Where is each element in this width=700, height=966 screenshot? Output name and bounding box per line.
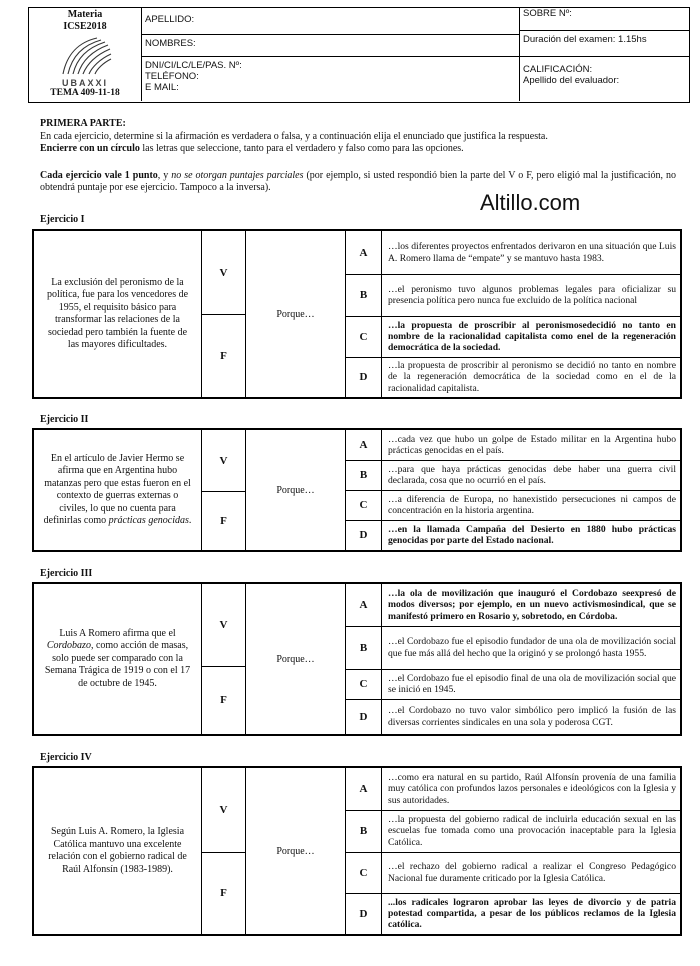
- option-d-text: [382, 520, 680, 550]
- option-d[interactable]: D: [346, 357, 382, 397]
- option-c-text: [382, 852, 680, 893]
- option-d-text: [382, 699, 680, 734]
- option-d-text: [382, 893, 680, 934]
- option-b[interactable]: B: [346, 460, 382, 490]
- option-false[interactable]: F: [202, 314, 246, 397]
- option-c[interactable]: C: [346, 490, 382, 520]
- option-a[interactable]: A: [346, 584, 382, 626]
- statement-text: , como acción de masas, solo puede ser comparado con la Semana Trágica de 1919 o con el 17 de octubre de 1945.: [44, 640, 191, 689]
- exercise-statement: La exclusión del peronismo de la política, fue para los vencedores de 1955, el requisito básico para transformar las relaciones de la sociedad pero también la fuente de las mayores dificultades.: [34, 231, 202, 397]
- porque-label: Porque…: [246, 231, 346, 397]
- option-c-text: [382, 490, 680, 520]
- option-text: …para que haya prácticas genocidas debe haber una guerra civil declarada, cosa que no ocurrió en el país.: [388, 463, 676, 486]
- instructions-p2: [40, 170, 676, 194]
- exercise-table: [32, 229, 682, 399]
- porque-label: Porque…: [246, 430, 346, 550]
- instructions-bold: Encierre con un círculo: [40, 143, 140, 154]
- logo-text: UBAXXI: [61, 78, 109, 88]
- option-text: …el Cordobazo no tuvo valor simbólico pero implicó la fusión de las diversas corrientes sindicales en una sola y poderosa CGT.: [388, 705, 676, 728]
- materia-label: Materia: [67, 9, 103, 20]
- exam-version: TEMA 409-11-18: [50, 88, 120, 98]
- duration-label: Duración del examen: 1.15hs: [523, 34, 647, 45]
- option-true[interactable]: V: [202, 430, 246, 491]
- option-text: …el rechazo del gobierno radical a realizar el Congreso Pedagógico Nacional fue duramente criticado por la Iglesia Católica.: [388, 861, 676, 884]
- exercise-table: [32, 582, 682, 736]
- exercise-statement: [34, 430, 202, 550]
- option-true[interactable]: V: [202, 231, 246, 314]
- porque-label: Porque…: [246, 768, 346, 934]
- option-text: …la propuesta del gobierno radical de incluirla educación sexual en las escuelas fue tomada como una provocación inaceptable para la Iglesia Católica.: [388, 814, 676, 848]
- exercise-title: Ejercicio IV: [40, 752, 92, 763]
- option-c-text: [382, 669, 680, 699]
- option-d-text: [382, 357, 680, 397]
- exercise-table: [32, 766, 682, 936]
- option-c[interactable]: C: [346, 852, 382, 893]
- contact-fields[interactable]: [145, 60, 242, 93]
- instructions-text: , y: [157, 170, 172, 181]
- option-text: …cada vez que hubo un golpe de Estado militar en la Argentina hubo prácticas genocidas en el país.: [388, 433, 676, 456]
- nombres-field[interactable]: NOMBRES:: [145, 38, 196, 49]
- instructions-p1: [40, 131, 676, 155]
- divider: [141, 34, 519, 35]
- exercise-statement: Según Luis A. Romero, la Iglesia Católica mantuvo una excelente relación con el gobierno radical de Raúl Alfonsín (1983-1989).: [34, 768, 202, 934]
- divider: [519, 8, 520, 101]
- instructions-text: (por ejemplo, si usted respondió bien la parte del V o F, pero eligió mal la justificación, no obtendrá puntaje por ese ejercicio. Tampoco a la inversa).: [40, 170, 676, 193]
- statement-text: En el artículo de Javier Hermo se afirma que en Argentina hubo matanzas pero que estas fueron en el contexto de guerras externas o civiles, lo que no cuenta para definirlas como: [43, 452, 191, 526]
- option-text: …el peronismo tuvo algunos problemas legales para oficializar su presencia política pero nunca fue excluido de la política nacional: [388, 283, 676, 306]
- dni-field[interactable]: DNI/CI/LC/LE/PAS. Nº:: [145, 60, 242, 71]
- instructions-italic: no se otorgan puntajes parciales: [171, 170, 304, 181]
- option-text: ...los radicales lograron aprobar las leyes de divorcio y de patria potestad compartida, a pesar de los públicos reclamos de la Iglesia católica.: [388, 896, 676, 931]
- option-false[interactable]: F: [202, 852, 246, 934]
- option-a-text: [382, 430, 680, 460]
- option-b-text: [382, 460, 680, 490]
- subject-box: [29, 8, 142, 101]
- option-c-text: [382, 316, 680, 357]
- option-b[interactable]: B: [346, 626, 382, 669]
- grading-box: [523, 64, 619, 86]
- statement-italic: Cordobazo: [46, 640, 91, 652]
- sobre-field[interactable]: SOBRE Nº:: [523, 8, 572, 19]
- option-a[interactable]: A: [346, 231, 382, 274]
- divider: [141, 56, 689, 57]
- option-d[interactable]: D: [346, 699, 382, 734]
- statement-italic: prácticas genocidas: [108, 515, 189, 526]
- instructions-bold: Cada ejercicio vale 1 punto: [40, 170, 158, 181]
- porque-label: Porque…: [246, 584, 346, 734]
- option-b[interactable]: B: [346, 810, 382, 852]
- option-text: …los diferentes proyectos enfrentados derivaron en una situación que Luis A. Romero llama de “empate” y se mantuvo hasta 1983.: [388, 241, 676, 264]
- apellido-field[interactable]: APELLIDO:: [145, 14, 195, 25]
- option-a-text: [382, 584, 680, 626]
- option-b-text: [382, 626, 680, 669]
- exercise-title: Ejercicio III: [40, 568, 93, 579]
- option-d[interactable]: D: [346, 893, 382, 934]
- option-text: …como era natural en su partido, Raúl Alfonsín provenía de una familia muy católica con profundos lazos personales e ideológicos con la Iglesia y sus autoridades.: [388, 772, 676, 806]
- option-b-text: [382, 274, 680, 316]
- option-a-text: [382, 768, 680, 810]
- option-a-text: [382, 231, 680, 274]
- option-c[interactable]: C: [346, 316, 382, 357]
- option-true[interactable]: V: [202, 768, 246, 852]
- option-true[interactable]: V: [202, 584, 246, 666]
- option-text: …la propuesta de proscribir al peronismo se decidió no tanto en nombre de la regeneración democrática de la sociedad como en el de la racionalidad capitalista.: [388, 360, 676, 394]
- watermark: Altillo.com: [480, 190, 581, 215]
- option-text: …el Cordobazo fue el episodio final de una ola de movilización social que se inició en 1945.: [388, 672, 676, 695]
- option-d[interactable]: D: [346, 520, 382, 550]
- option-text: …a diferencia de Europa, no hanexistido persecuciones ni campos de concentración en la historia argentina.: [388, 493, 676, 516]
- exercise-title: Ejercicio II: [40, 414, 89, 425]
- instructions-text: En cada ejercicio, determine si la afirmación es verdadera o falsa, y a continuación elija el enunciado que justifica la respuesta.: [40, 131, 548, 142]
- exercise-title: Ejercicio I: [40, 214, 85, 225]
- option-text: …la ola de movilización que inauguró el Cordobazo seexpresó de modos diversos; por ejemplo, en un nuevo activismosindical, que se manifestó primero en Rosario y, sobretodo, en Córdoba.: [388, 588, 676, 622]
- option-a[interactable]: A: [346, 430, 382, 460]
- instructions-text: las letras que seleccione, tanto para el verdadero y falso como para las opciones.: [139, 143, 464, 154]
- subject-label: [29, 9, 141, 33]
- exam-header: [28, 7, 690, 103]
- option-b[interactable]: B: [346, 274, 382, 316]
- option-text: …la propuesta de proscribir al peronismosedecidió no tanto en nombre de la racionalidad capitalista como enel de la regeneración democrática de la sociedad.: [388, 319, 676, 354]
- option-false[interactable]: F: [202, 666, 246, 734]
- option-a[interactable]: A: [346, 768, 382, 810]
- statement-text: Luis A Romero afirma que el: [59, 627, 176, 639]
- divider: [519, 30, 689, 31]
- section-title: PRIMERA PARTE:: [40, 118, 126, 129]
- exercise-statement: [34, 584, 202, 734]
- email-field[interactable]: E MAIL:: [145, 82, 179, 93]
- statement-text: .: [188, 515, 192, 526]
- option-text: …en la llamada Campaña del Desierto en 1880 hubo prácticas genocidas por parte del Estado nacional.: [388, 523, 676, 546]
- option-c[interactable]: C: [346, 669, 382, 699]
- ubaxxi-logo: [45, 36, 125, 88]
- option-text: …el Cordobazo fue el episodio fundador de una ola de movilización social que fue más allá del hecho que la originó y se prolongó hasta 1955.: [388, 636, 676, 659]
- course-code: ICSE2018: [63, 21, 107, 32]
- exercise-table: [32, 428, 682, 552]
- telefono-field[interactable]: TELÉFONO:: [145, 71, 199, 82]
- evaluator-label: Apellido del evaluador:: [523, 75, 620, 86]
- grade-label: CALIFICACIÓN:: [523, 64, 593, 75]
- option-b-text: [382, 810, 680, 852]
- option-false[interactable]: F: [202, 491, 246, 550]
